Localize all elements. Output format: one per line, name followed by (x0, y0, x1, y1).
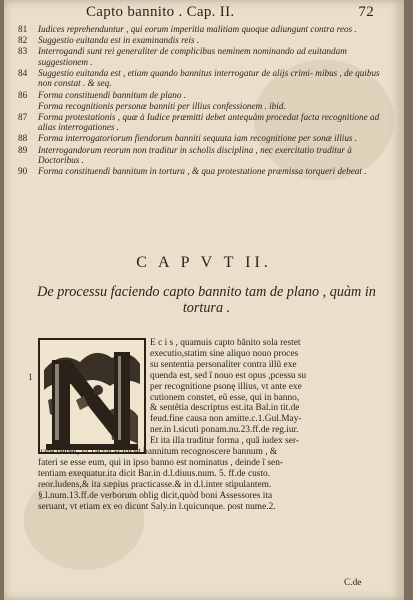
summary-item: 88 Forma interrogatoriorum fiendorum banniti sequuta iam recognitione per sonæ illius . (18, 133, 358, 144)
chapter-title: C A P V T II. (136, 254, 272, 271)
text-line: per recognitione psonę illius, vt ante exe (150, 381, 302, 392)
text-line: ner.in l.sicuti ponam.nu.23.ff.de reg.iur. (150, 425, 299, 436)
text-line: §.l.num.13.ff.de verborum oblig dicit,quòd boni Assessores ita (38, 490, 273, 501)
text-line: tentiam exequatur.ita dicit Bar.in d.l.diuus.num. 5. ff.de custo. (38, 468, 271, 479)
summary-item: Forma recognitionis personæ banniti per illius confessionem . ibid. (38, 100, 286, 111)
running-head (86, 4, 386, 21)
text-line: seruant, vt etiam ex eo dicunt Saly.in l.quicunque. post nume.2. (38, 501, 276, 512)
text-line: & sentẽtia descriptus est.ita Bal.in tit.de (150, 403, 300, 414)
text-line: fateri se esse eum, qui in ipso banno est nominatus , deinde ĩ sen- (38, 457, 283, 468)
summary-item: 89 Interrogandorum reorum non traditur in scholis disciplina , nec exercitatio traditur à Doctoribus . (18, 144, 352, 166)
text-line: uare debet, vt faciat scilicet bannitum recognoscere bannum , & (38, 447, 278, 458)
chapter-subtitle: De processu faciendo capto bannito tam de plano , quàm in tortura . (37, 284, 376, 316)
text-line: Et ita illa traditur forma , quã iudex ser- (150, 436, 299, 447)
chapter-body (38, 338, 386, 513)
running-title: Capto bannito . Cap. II. (86, 4, 235, 20)
page-number: 72 (358, 4, 374, 20)
text-line: reor.ludens,& ita sæpius practicasse.& in d.l.inter stipulantem. (38, 479, 272, 490)
summary-item: 84 Suggestio euitanda est , etiam quando bannitus interrogatur de alijs crimi- mibus , de quibus non constat . & seq. (18, 67, 380, 89)
text-line: cutionem constet, eũ esse, qui in banno, (150, 392, 300, 403)
text-line: su sententia personaliter contra illũ exe (150, 359, 297, 370)
summary-item: 81 Iudices reprehenduntur , qui eorum imperitia malitiam quoque adiungunt contra reos . (18, 24, 357, 34)
text-line: feud.fine causa non amitte.c.1.Gul.May- (150, 414, 302, 425)
text-line: quenda est, sed ĩ nouo est opus ,pcessu su (150, 370, 307, 381)
summary-item: 86 Forma constituendi bannitum de plano . (18, 89, 187, 100)
summary-item: 83 Interrogandi sunt rei generaliter de complicibus neminem nominando ad euitandam suggestionem . (18, 46, 347, 67)
summary-item: 82 Suggestio euitanda est in examinandis reis . (18, 35, 200, 46)
margin-number: 1 (28, 372, 33, 382)
text-line: E c i s , quamuis capto bãnito sola restet (150, 338, 301, 348)
catchword: C.de (344, 578, 362, 588)
book-page (4, 0, 404, 600)
summary-item: 87 Forma protestationis , quæ à Iudice præmitti debet antequàm procedat facta recognitione ad alias interrogationes . (18, 111, 380, 133)
summary-list (18, 24, 388, 177)
summary-item: 90 Forma constituendi bannitum in tortura , & qua protestatione præmissa torqueri debeat . (18, 166, 367, 177)
text-line: executio,statim sine aliquo nouo proces (150, 348, 299, 359)
